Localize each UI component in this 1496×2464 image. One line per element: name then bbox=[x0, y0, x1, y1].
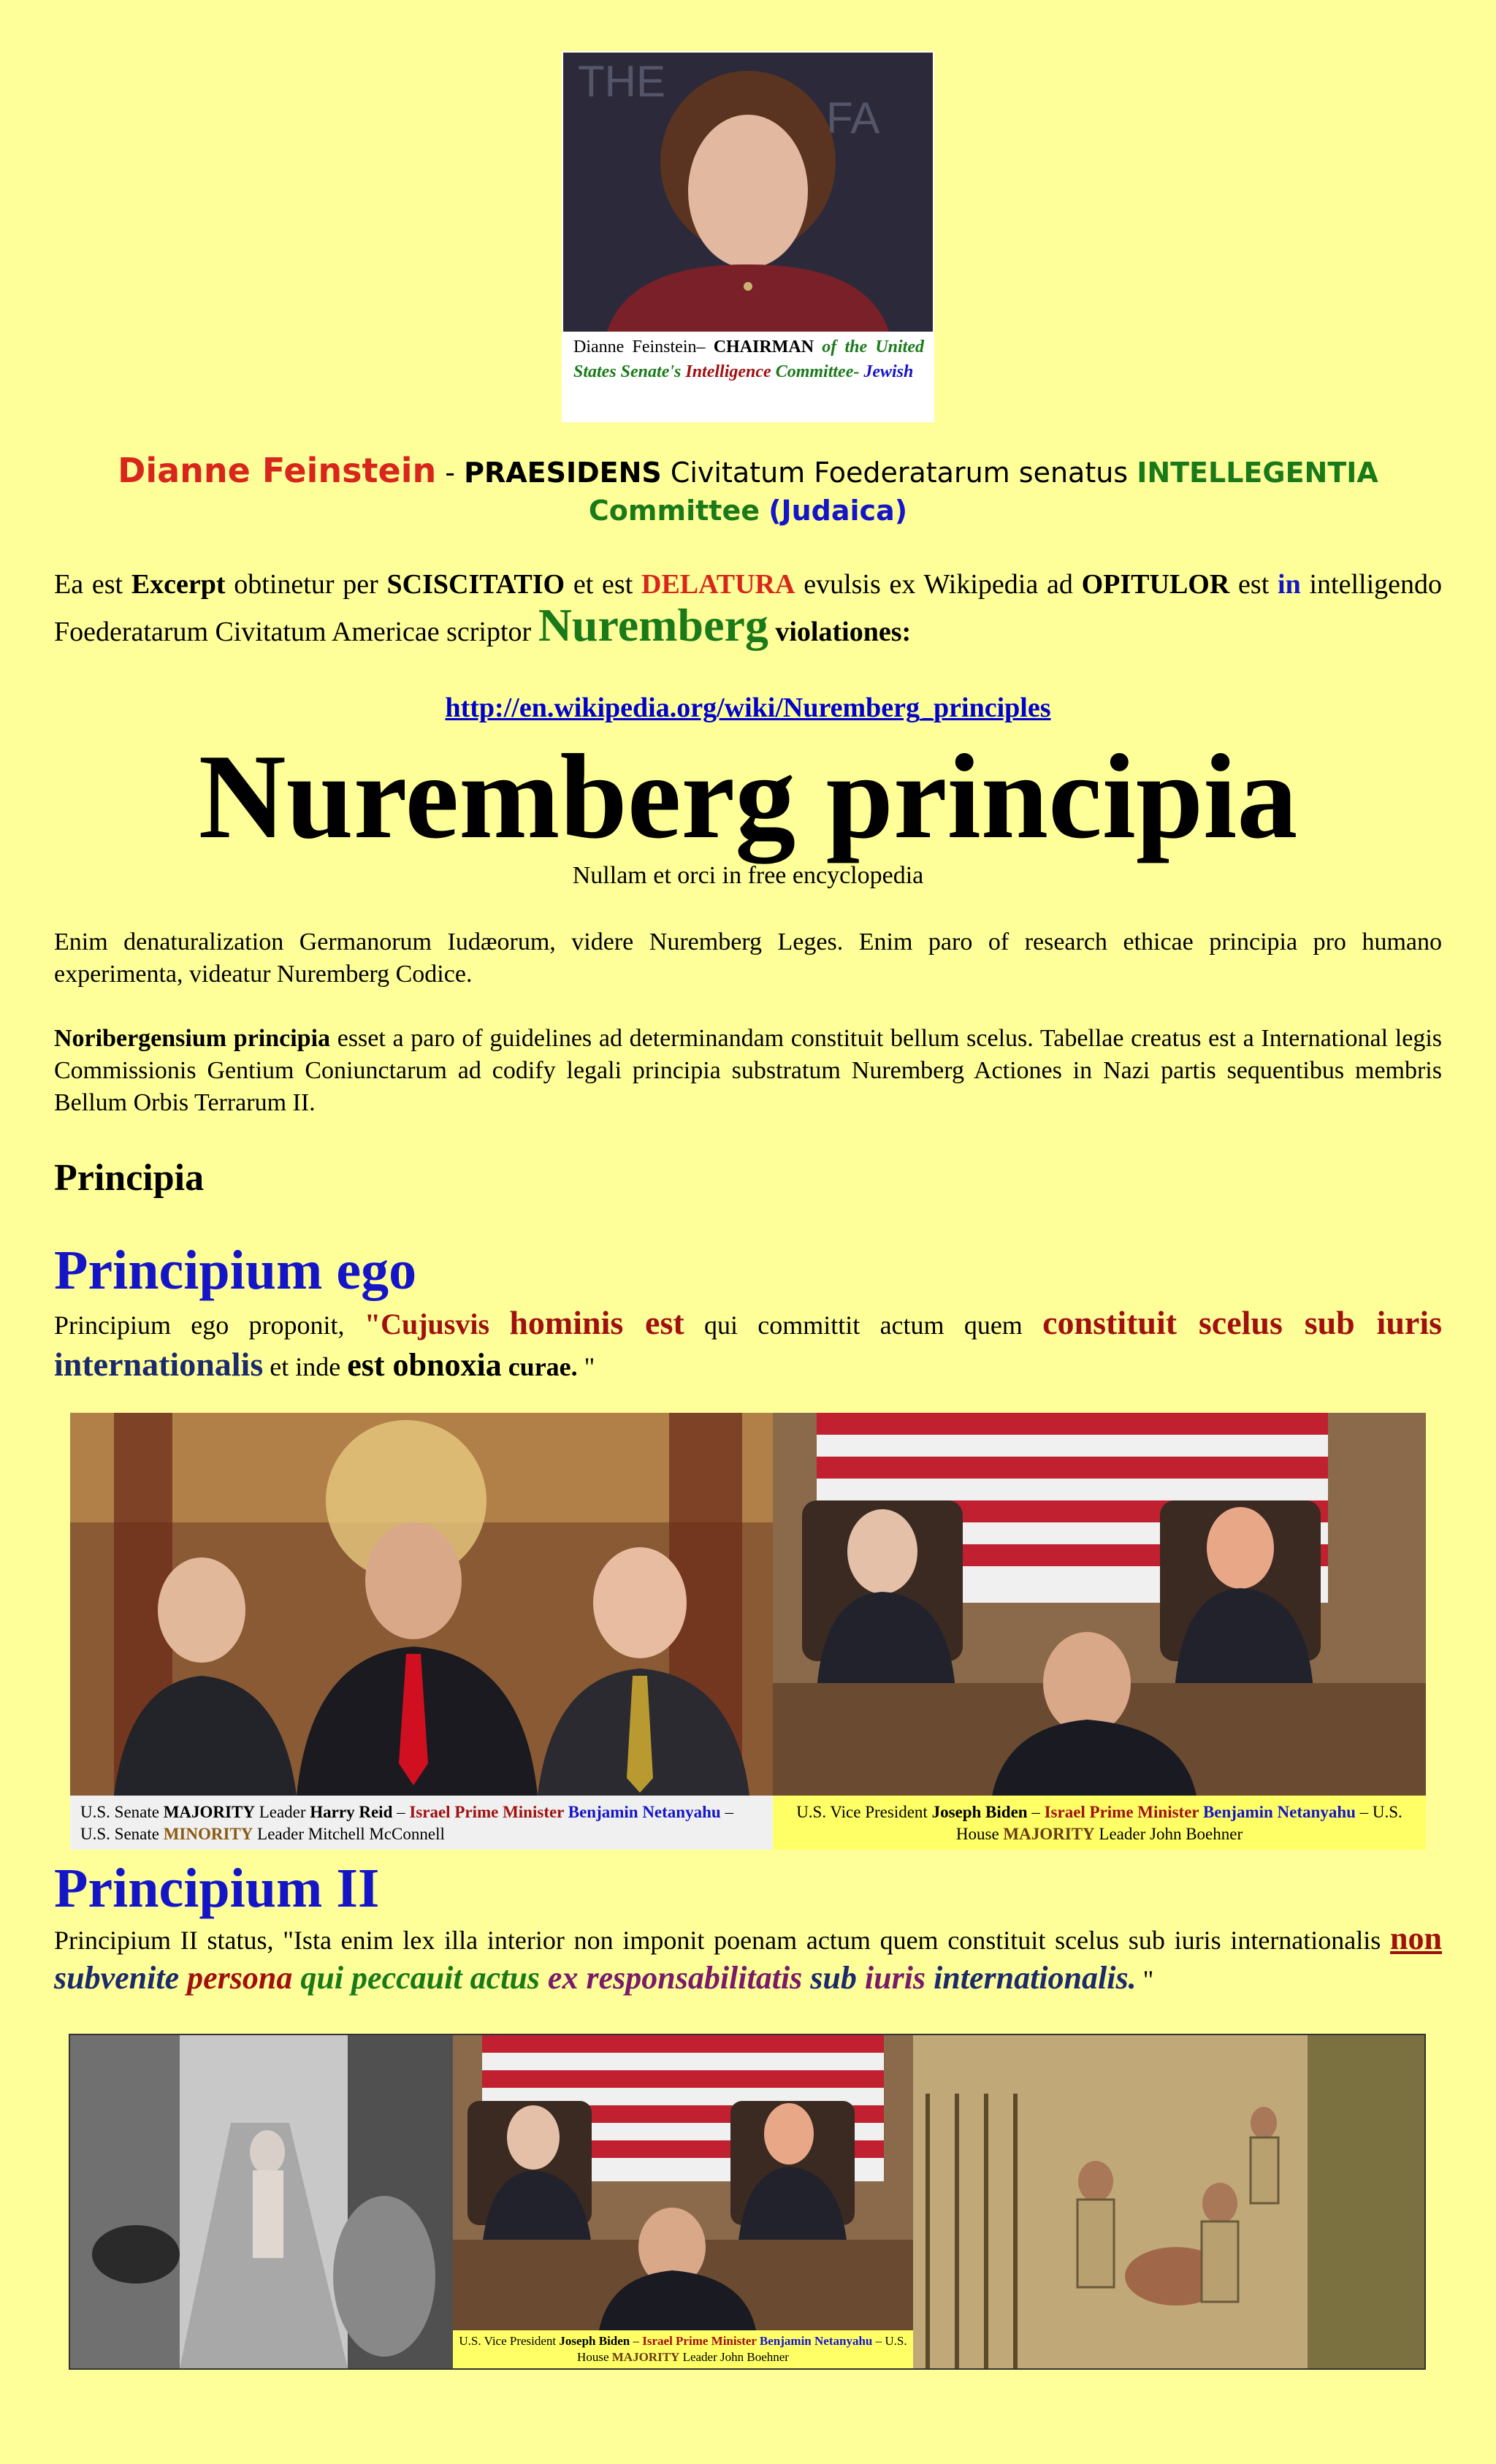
article-subtitle: Nullam et orci in free encyclopedia bbox=[572, 862, 924, 889]
prison-hallway-photo bbox=[70, 2035, 453, 2368]
principle-1-text: Principium ego proponit, "Cujusvis hominis est qui committit actum quem constituit scelus sub iuris internationalis et inde est obnoxia curae. " bbox=[54, 1304, 1443, 1383]
prison-corridor-photo bbox=[913, 2035, 1424, 2368]
prison-hallway-illustration bbox=[70, 2035, 453, 2368]
congress-speech-caption-2: U.S. Vice President Joseph Biden – Israel Prime Minister Benjamin Netanyahu – U.S. House MAJORITY Leader John Boehner bbox=[453, 2330, 913, 2368]
congress-speech-photo-2 bbox=[453, 2035, 913, 2330]
photo-row-1 bbox=[70, 1413, 1426, 1850]
portrait-figure bbox=[562, 51, 934, 422]
photo-row-2 bbox=[69, 2034, 1426, 2370]
wikipedia-link-row bbox=[0, 690, 1496, 726]
congress-speech-photo bbox=[773, 1413, 1426, 1796]
congress-speech-caption: U.S. Vice President Joseph Biden – Israel Prime Minister Benjamin Netanyahu – U.S. House MAJORITY Leader John Boehner bbox=[773, 1796, 1426, 1850]
senate-leaders-photo bbox=[70, 1413, 773, 1796]
article-para-2: Noribergensium principia esset a paro of guidelines ad determinandam constituit bellum scelus. Tabellae creatus est a International legis Commissionis Gentium Coniunctarum ad codify legali principia substratum Nuremberg Actiones in Nazi partis sequentibus membris Bellum Orbis Terrarum II. bbox=[54, 1025, 1442, 1116]
senate-leaders-illustration bbox=[70, 1413, 773, 1796]
portrait-photo bbox=[563, 53, 933, 332]
principle-1-heading: Principium ego bbox=[54, 1240, 417, 1301]
principle-2-heading: Principium II bbox=[54, 1858, 380, 1919]
article-title: Nuremberg principia bbox=[198, 729, 1298, 863]
congress-speech-illustration bbox=[773, 1413, 1426, 1796]
prison-corridor-illustration bbox=[913, 2035, 1424, 2368]
congress-speech-illustration-2 bbox=[453, 2035, 913, 2330]
portrait-caption: Dianne Feinstein– CHAIRMAN of the United States Senate's Intelligence Committee- Jewish bbox=[573, 337, 924, 381]
svg-text:THE: THE bbox=[578, 57, 665, 106]
intro-paragraph: Ea est Excerpt obtinetur per SCISCITATIO et est DELATURA evulsis ex Wikipedia ad OPITULOR est in intelligendo Foederatarum Civitatum Americae scriptor Nuremberg violationes: bbox=[54, 569, 1443, 651]
article-para-1: Enim denaturalization Germanorum Iudæorum, videre Nuremberg Leges. Enim paro of research ethicae principia pro humano experimenta, videatur Nuremberg Codice. bbox=[54, 928, 1442, 988]
portrait-illustration bbox=[563, 53, 933, 332]
senate-leaders-caption: U.S. Senate MAJORITY Leader Harry Reid – Israel Prime Minister Benjamin Netanyahu – U.S. Senate MINORITY Leader Mitchell McConnell bbox=[70, 1796, 773, 1850]
section-heading-principia: Principia bbox=[54, 1157, 205, 1199]
svg-text:FA: FA bbox=[826, 94, 880, 142]
principle-2-text: Principium II status, "Ista enim lex illa interior non imponit poenam actum quem constituit scelus sub iuris internationalis non subvenite persona qui peccauit actus ex responsabilitatis sub iuris internationalis. " bbox=[54, 1921, 1442, 1996]
headline: Dianne Feinstein - PRAESIDENS Civitatum Foederatarum senatus INTELLEGENTIA Committee (Judaica) bbox=[118, 451, 1378, 527]
wikipedia-link[interactable]: http://en.wikipedia.org/wiki/Nuremberg_principles bbox=[445, 693, 1051, 723]
